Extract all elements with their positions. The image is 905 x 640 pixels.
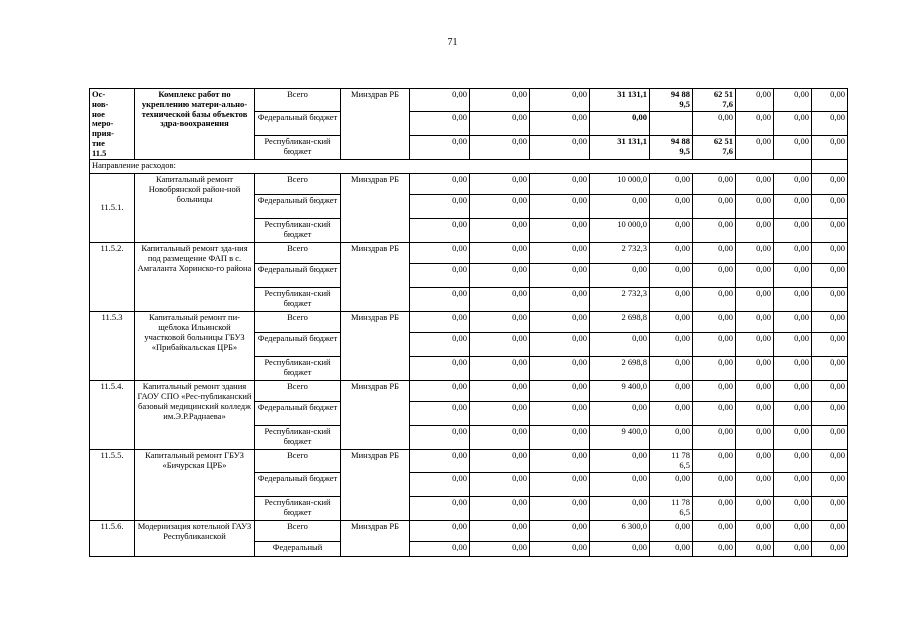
amount-cell: 0,00 [650, 195, 693, 219]
executor: Минздрав РБ [341, 174, 410, 243]
amount-cell: 0,00 [812, 496, 848, 520]
funding-source: Федеральный бюджет [255, 333, 341, 357]
amount-cell: 9 400,0 [590, 426, 650, 450]
amount-cell: 0,00 [693, 312, 736, 333]
amount-cell: 0,00 [590, 472, 650, 496]
amount-cell: 0,00 [693, 174, 736, 195]
amount-cell: 0,00 [812, 520, 848, 541]
executor: Минздрав РБ [341, 89, 410, 160]
funding-source: Республикан-ский бюджет [255, 219, 341, 243]
amount-cell: 0,00 [736, 111, 774, 135]
amount-cell: 0,00 [774, 243, 812, 264]
amount-cell: 0,00 [774, 520, 812, 541]
amount-cell: 0,00 [774, 472, 812, 496]
amount-cell: 0,00 [530, 333, 590, 357]
amount-cell: 0,00 [774, 174, 812, 195]
amount-cell: 0,00 [410, 496, 470, 520]
amount-cell: 62 51 7,6 [693, 89, 736, 112]
amount-cell: 2 698,8 [590, 312, 650, 333]
amount-cell: 0,00 [736, 402, 774, 426]
amount-cell: 0,00 [812, 333, 848, 357]
amount-cell: 0,00 [590, 450, 650, 473]
funding-source: Федеральный бюджет [255, 195, 341, 219]
row-code: 11.5.3 [90, 312, 135, 381]
amount-cell: 0,00 [530, 288, 590, 312]
executor: Минздрав РБ [341, 520, 410, 556]
amount-cell: 0,00 [590, 264, 650, 288]
amount-cell: 0,00 [650, 312, 693, 333]
amount-cell: 0,00 [410, 541, 470, 556]
funding-source: Федеральный бюджет [255, 111, 341, 135]
amount-cell: 0,00 [693, 264, 736, 288]
amount-cell: 0,00 [530, 472, 590, 496]
amount-cell: 0,00 [650, 264, 693, 288]
funding-source: Республикан-ский бюджет [255, 136, 341, 160]
amount-cell: 2 732,3 [590, 288, 650, 312]
amount-cell: 0,00 [774, 381, 812, 402]
amount-cell: 0,00 [812, 195, 848, 219]
row-description: Капитальный ремонт зда-ния под размещение ФАП в с. Амгаланта Хоринско-го района [135, 243, 255, 312]
table-row [90, 381, 848, 402]
executor: Минздрав РБ [341, 243, 410, 312]
amount-cell: 10 000,0 [590, 174, 650, 195]
amount-cell: 0,00 [470, 333, 530, 357]
amount-cell: 0,00 [812, 136, 848, 160]
amount-cell: 0,00 [470, 288, 530, 312]
funding-source: Республикан-ский бюджет [255, 288, 341, 312]
amount-cell: 11 78 6,5 [650, 450, 693, 473]
amount-cell: 0,00 [410, 381, 470, 402]
amount-cell: 0,00 [530, 496, 590, 520]
amount-cell: 0,00 [774, 288, 812, 312]
funding-source: Всего [255, 520, 341, 541]
amount-cell: 0,00 [470, 174, 530, 195]
amount-cell: 0,00 [812, 264, 848, 288]
amount-cell: 0,00 [774, 496, 812, 520]
row-description: Капитальный ремонт здания ГАОУ СПО «Рес-публиканский базовый медицинский колледж им.Э.Р.Раднаева» [135, 381, 255, 450]
amount-cell: 0,00 [470, 426, 530, 450]
funding-source: Всего [255, 89, 341, 112]
amount-cell: 0,00 [530, 520, 590, 541]
amount-cell: 0,00 [410, 472, 470, 496]
amount-cell: 0,00 [530, 264, 590, 288]
row-description: Капитальный ремонт пи-щеблока Ильинской участковой больницы ГБУЗ «Прибайкальская ЦРБ» [135, 312, 255, 381]
amount-cell: 0,00 [530, 174, 590, 195]
amount-cell: 0,00 [530, 89, 590, 112]
amount-cell: 0,00 [410, 195, 470, 219]
funding-source: Республикан-ский бюджет [255, 357, 341, 381]
amount-cell: 31 131,1 [590, 89, 650, 112]
amount-cell: 0,00 [693, 402, 736, 426]
amount-cell: 0,00 [736, 312, 774, 333]
amount-cell: 0,00 [410, 136, 470, 160]
amount-cell: 0,00 [736, 381, 774, 402]
amount-cell: 0,00 [470, 89, 530, 112]
row-description: Комплекс работ по укреплению матери-ально-технической базы объектов здра-воохранения [135, 89, 255, 160]
amount-cell: 0,00 [736, 426, 774, 450]
amount-cell: 0,00 [693, 426, 736, 450]
amount-cell: 0,00 [774, 357, 812, 381]
table-row [90, 312, 848, 333]
amount-cell: 0,00 [530, 357, 590, 381]
table-row [90, 89, 848, 112]
amount-cell: 0,00 [650, 381, 693, 402]
amount-cell: 0,00 [774, 195, 812, 219]
amount-cell: 0,00 [736, 195, 774, 219]
amount-cell: 0,00 [650, 357, 693, 381]
amount-cell: 0,00 [650, 333, 693, 357]
amount-cell: 0,00 [410, 357, 470, 381]
amount-cell: 0,00 [470, 541, 530, 556]
amount-cell [650, 111, 693, 135]
amount-cell: 0,00 [470, 195, 530, 219]
amount-cell: 0,00 [812, 288, 848, 312]
amount-cell: 0,00 [410, 89, 470, 112]
amount-cell: 0,00 [650, 520, 693, 541]
amount-cell: 94 88 9,5 [650, 136, 693, 160]
amount-cell: 9 400,0 [590, 381, 650, 402]
amount-cell: 0,00 [530, 111, 590, 135]
amount-cell: 0,00 [736, 136, 774, 160]
amount-cell: 0,00 [650, 426, 693, 450]
row-description: Капитальный ремонт ГБУЗ «Бичурская ЦРБ» [135, 450, 255, 521]
amount-cell: 0,00 [470, 450, 530, 473]
amount-cell: 0,00 [470, 472, 530, 496]
amount-cell: 0,00 [736, 174, 774, 195]
amount-cell: 0,00 [530, 312, 590, 333]
amount-cell: 11 78 6,5 [650, 496, 693, 520]
amount-cell: 0,00 [736, 333, 774, 357]
amount-cell: 0,00 [812, 219, 848, 243]
executor: Минздрав РБ [341, 312, 410, 381]
amount-cell: 0,00 [410, 174, 470, 195]
amount-cell: 0,00 [736, 288, 774, 312]
amount-cell: 0,00 [812, 111, 848, 135]
amount-cell: 0,00 [693, 111, 736, 135]
amount-cell: 0,00 [410, 333, 470, 357]
row-description: Модернизация котельной ГАУЗ Республиканской [135, 520, 255, 556]
funding-source: Всего [255, 243, 341, 264]
amount-cell: 31 131,1 [590, 136, 650, 160]
amount-cell: 0,00 [410, 219, 470, 243]
amount-cell: 0,00 [470, 381, 530, 402]
amount-cell: 0,00 [736, 89, 774, 112]
amount-cell: 0,00 [812, 357, 848, 381]
amount-cell: 0,00 [736, 520, 774, 541]
amount-cell: 0,00 [774, 426, 812, 450]
row-code: 11.5.1. [90, 174, 135, 243]
amount-cell: 0,00 [650, 174, 693, 195]
amount-cell: 6 300,0 [590, 520, 650, 541]
amount-cell: 0,00 [774, 136, 812, 160]
executor: Минздрав РБ [341, 381, 410, 450]
amount-cell: 0,00 [736, 472, 774, 496]
amount-cell: 0,00 [774, 89, 812, 112]
table-row [90, 450, 848, 473]
amount-cell: 0,00 [470, 496, 530, 520]
amount-cell: 0,00 [590, 402, 650, 426]
row-description: Капитальный ремонт Новобрянской район-ной больницы [135, 174, 255, 243]
funding-source: Федеральный бюджет [255, 472, 341, 496]
row-code: 11.5.5. [90, 450, 135, 521]
amount-cell: 0,00 [812, 89, 848, 112]
amount-cell: 0,00 [530, 219, 590, 243]
amount-cell: 0,00 [812, 243, 848, 264]
amount-cell: 0,00 [693, 496, 736, 520]
amount-cell: 0,00 [530, 402, 590, 426]
section-empty-cell [812, 160, 848, 174]
amount-cell: 0,00 [410, 312, 470, 333]
amount-cell: 0,00 [736, 496, 774, 520]
amount-cell: 0,00 [590, 111, 650, 135]
amount-cell: 0,00 [530, 381, 590, 402]
amount-cell: 0,00 [650, 219, 693, 243]
funding-source: Всего [255, 174, 341, 195]
amount-cell: 0,00 [410, 264, 470, 288]
amount-cell: 0,00 [470, 312, 530, 333]
amount-cell: 2 698,8 [590, 357, 650, 381]
funding-source: Всего [255, 450, 341, 473]
amount-cell: 0,00 [774, 264, 812, 288]
funding-source: Республикан-ский бюджет [255, 426, 341, 450]
amount-cell: 0,00 [470, 357, 530, 381]
row-code: 11.5.2. [90, 243, 135, 312]
amount-cell: 10 000,0 [590, 219, 650, 243]
amount-cell: 0,00 [650, 243, 693, 264]
row-code: 11.5.4. [90, 381, 135, 450]
amount-cell: 0,00 [470, 243, 530, 264]
amount-cell: 0,00 [774, 111, 812, 135]
amount-cell: 0,00 [693, 381, 736, 402]
amount-cell: 0,00 [736, 357, 774, 381]
row-code: Ос- нов- ное меро- прия- тие 11.5 [90, 89, 135, 160]
amount-cell: 0,00 [693, 520, 736, 541]
amount-cell: 0,00 [470, 520, 530, 541]
amount-cell: 0,00 [410, 288, 470, 312]
amount-cell: 0,00 [736, 450, 774, 473]
amount-cell: 0,00 [470, 219, 530, 243]
amount-cell: 0,00 [774, 312, 812, 333]
table-row [90, 174, 848, 195]
amount-cell: 62 51 7,6 [693, 136, 736, 160]
amount-cell: 0,00 [590, 333, 650, 357]
amount-cell: 0,00 [693, 243, 736, 264]
amount-cell: 0,00 [410, 426, 470, 450]
amount-cell: 0,00 [736, 264, 774, 288]
amount-cell: 0,00 [736, 219, 774, 243]
funding-source: Федеральный бюджет [255, 402, 341, 426]
amount-cell: 0,00 [410, 111, 470, 135]
amount-cell: 0,00 [530, 195, 590, 219]
amount-cell: 0,00 [650, 402, 693, 426]
amount-cell: 0,00 [693, 333, 736, 357]
amount-cell: 0,00 [470, 111, 530, 135]
amount-cell: 0,00 [693, 195, 736, 219]
amount-cell: 0,00 [736, 541, 774, 556]
amount-cell: 0,00 [812, 402, 848, 426]
amount-cell: 0,00 [774, 219, 812, 243]
amount-cell: 0,00 [650, 541, 693, 556]
amount-cell: 0,00 [410, 450, 470, 473]
amount-cell: 0,00 [530, 243, 590, 264]
amount-cell: 0,00 [530, 541, 590, 556]
amount-cell: 0,00 [410, 243, 470, 264]
budget-table [89, 88, 848, 557]
amount-cell: 0,00 [590, 496, 650, 520]
amount-cell: 0,00 [693, 357, 736, 381]
amount-cell: 0,00 [410, 520, 470, 541]
amount-cell: 0,00 [590, 195, 650, 219]
executor: Минздрав РБ [341, 450, 410, 521]
page-number: 71 [447, 37, 458, 48]
amount-cell: 0,00 [812, 174, 848, 195]
amount-cell: 0,00 [812, 312, 848, 333]
table-row [90, 243, 848, 264]
amount-cell: 0,00 [530, 136, 590, 160]
table-body [90, 89, 848, 557]
amount-cell: 0,00 [410, 402, 470, 426]
amount-cell: 0,00 [693, 288, 736, 312]
amount-cell: 94 88 9,5 [650, 89, 693, 112]
funding-source: Федеральный бюджет [255, 264, 341, 288]
funding-source: Всего [255, 312, 341, 333]
funding-source: Всего [255, 381, 341, 402]
row-code: 11.5.6. [90, 520, 135, 556]
amount-cell: 0,00 [470, 264, 530, 288]
amount-cell: 0,00 [650, 472, 693, 496]
section-label: Направление расходов: [90, 160, 812, 174]
amount-cell: 0,00 [650, 288, 693, 312]
section-row [90, 160, 848, 174]
amount-cell: 0,00 [530, 426, 590, 450]
amount-cell: 0,00 [470, 402, 530, 426]
amount-cell: 0,00 [812, 472, 848, 496]
amount-cell: 0,00 [693, 472, 736, 496]
amount-cell: 0,00 [590, 541, 650, 556]
amount-cell: 0,00 [693, 219, 736, 243]
amount-cell: 2 732,3 [590, 243, 650, 264]
amount-cell: 0,00 [736, 243, 774, 264]
amount-cell: 0,00 [774, 541, 812, 556]
amount-cell: 0,00 [530, 450, 590, 473]
table-row [90, 520, 848, 541]
amount-cell: 0,00 [693, 541, 736, 556]
funding-source: Федеральный [255, 541, 341, 556]
amount-cell: 0,00 [812, 381, 848, 402]
amount-cell: 0,00 [812, 450, 848, 473]
amount-cell: 0,00 [774, 402, 812, 426]
amount-cell: 0,00 [693, 450, 736, 473]
amount-cell: 0,00 [812, 541, 848, 556]
amount-cell: 0,00 [774, 450, 812, 473]
amount-cell: 0,00 [470, 136, 530, 160]
amount-cell: 0,00 [774, 333, 812, 357]
amount-cell: 0,00 [812, 426, 848, 450]
funding-source: Республикан-ский бюджет [255, 496, 341, 520]
